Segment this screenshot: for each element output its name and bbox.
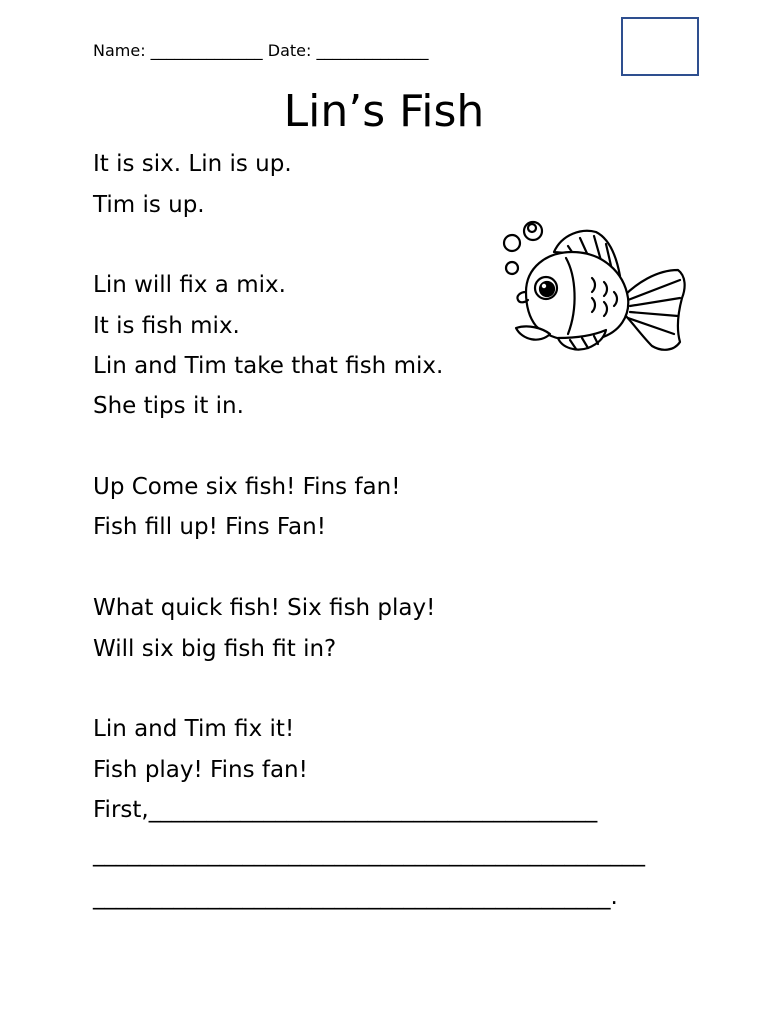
story-line-5: Lin and Tim take that fish mix.	[93, 353, 444, 379]
story-line-7: Up Come six fish! Fins fan!	[93, 474, 401, 500]
fish-icon	[496, 218, 688, 358]
answer-line-1[interactable]: First,_______________________________________	[93, 797, 598, 823]
story-line-4: It is fish mix.	[93, 313, 240, 339]
story-line-12: Fish play! Fins fan!	[93, 757, 308, 783]
story-line-6: She tips it in.	[93, 393, 244, 419]
answer-line-2[interactable]: ________________________________________________	[93, 841, 645, 867]
answer-line-3[interactable]: _____________________________________________.	[93, 884, 618, 910]
page-title: Lin’s Fish	[283, 86, 485, 137]
story-line-11: Lin and Tim fix it!	[93, 716, 295, 742]
story-line-2: Tim is up.	[93, 192, 205, 218]
story-line-1: It is six. Lin is up.	[93, 151, 292, 177]
score-box	[621, 17, 699, 76]
name-date-line: Name: ______________ Date: ______________	[93, 41, 429, 60]
story-line-9: What quick fish! Six fish play!	[93, 595, 436, 621]
story-line-8: Fish fill up! Fins Fan!	[93, 514, 326, 540]
story-line-3: Lin will fix a mix.	[93, 272, 286, 298]
story-line-10: Will six big fish fit in?	[93, 636, 337, 662]
